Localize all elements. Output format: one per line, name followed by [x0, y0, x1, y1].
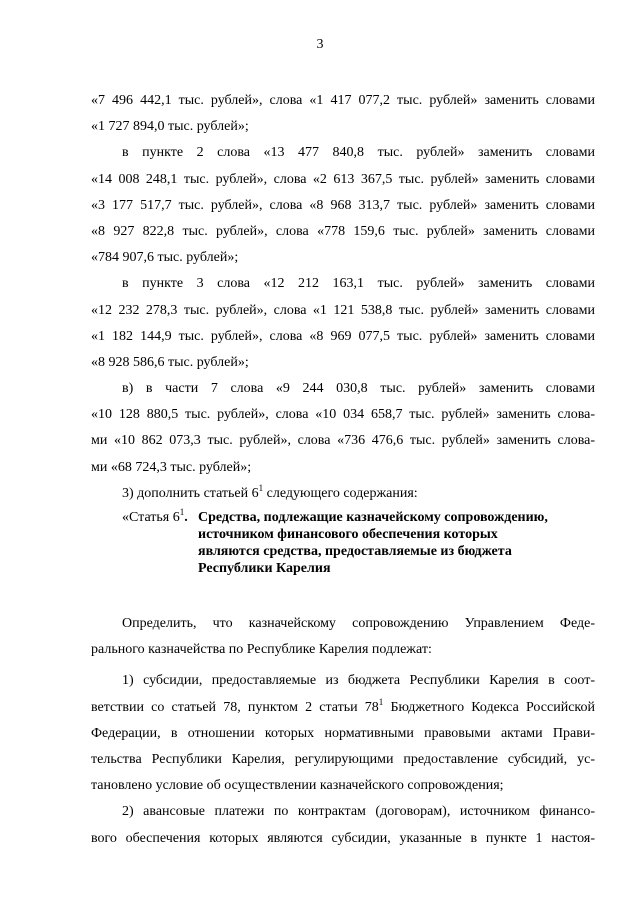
- paragraph: [91, 140, 595, 271]
- text-line: «1 727 894,0 тыс. рублей»;: [91, 119, 249, 135]
- article-lead: [122, 509, 188, 526]
- text-line: «7 496 442,1 тыс. рублей», слова «1 417 077,2 тыс. рублей» заменить словами: [91, 93, 595, 108]
- text-line: тельства Республики Карелия, регулирующими предоставление субсидий, ус-: [91, 751, 595, 767]
- paragraph: [91, 481, 595, 507]
- text-line: ми «68 724,3 тыс. рублей»;: [91, 459, 252, 475]
- text-line: «12 232 278,3 тыс. рублей», слова «1 121 538,8 тыс. рублей» заменить словами: [91, 302, 595, 318]
- text-line: «14 008 248,1 тыс. рублей», слова «2 613 367,5 тыс. рублей» заменить словами: [91, 171, 595, 187]
- paragraph: [91, 799, 595, 851]
- text-line: [91, 695, 595, 721]
- article-title-line: Республики Карелия: [198, 561, 331, 576]
- text-line: тановлено условие об осуществлении казначейского сопровождения;: [91, 778, 504, 794]
- paragraph: [91, 88, 595, 140]
- text-span: .: [184, 510, 188, 525]
- text-line: Определить, что казначейскому сопровождению Управлением Феде-: [122, 616, 595, 631]
- text-line: в пункте 2 слова «13 477 840,8 тыс. рублей» заменить словами: [122, 145, 595, 161]
- paragraph: [91, 271, 595, 376]
- text-line: в) в части 7 слова «9 244 030,8 тыс. рублей» заменить словами: [122, 381, 595, 397]
- text-span: следующего содержания:: [263, 485, 418, 501]
- text-line: рального казначейства по Республике Карелия подлежат:: [91, 642, 432, 658]
- text-span: «Статья 6: [122, 510, 180, 525]
- text-line: «8 927 822,8 тыс. рублей», слова «778 159,6 тыс. рублей» заменить словами: [91, 223, 595, 239]
- paragraph: [91, 376, 595, 481]
- superscript: 1: [258, 482, 264, 493]
- superscript: 1: [378, 696, 384, 707]
- text-line: ми «10 862 073,3 тыс. рублей», слова «736 476,6 тыс. рублей» заменить слова-: [91, 433, 595, 449]
- text-line: Федерации, в отношении которых нормативными правовыми актами Прави-: [91, 725, 595, 741]
- text-span: ветствии со статьей 78, пунктом 2 статьи 78: [91, 699, 379, 715]
- document-body: [91, 88, 595, 852]
- article-heading: [91, 507, 595, 611]
- text-line: «1 182 144,9 тыс. рублей», слова «8 969 077,5 тыс. рублей» заменить словами: [91, 328, 595, 344]
- text-line: 2) авансовые платежи по контрактам (договорам), источником финансо-: [122, 804, 595, 820]
- page-number: 3: [316, 37, 324, 52]
- paragraph: [91, 611, 595, 663]
- text-line: «3 177 517,7 тыс. рублей», слова «8 968 313,7 тыс. рублей» заменить словами: [91, 197, 595, 213]
- text-line: вого обеспечения которых являются субсидии, указанные в пункте 1 настоя-: [91, 830, 595, 846]
- paragraph: [91, 668, 595, 799]
- article-title-line: Средства, подлежащие казначейскому сопровождению,: [198, 510, 548, 525]
- text-line: «8 928 586,6 тыс. рублей»;: [91, 354, 249, 370]
- text-line: «784 907,6 тыс. рублей»;: [91, 250, 239, 266]
- text-span: 3) дополнить статьей 6: [122, 485, 259, 501]
- text-line: в пункте 3 слова «12 212 163,1 тыс. рублей» заменить словами: [122, 276, 595, 292]
- text-line: «10 128 880,5 тыс. рублей», слова «10 034 658,7 тыс. рублей» заменить слова-: [91, 407, 595, 423]
- superscript: 1: [179, 507, 185, 517]
- article-title-line: источником финансового обеспечения которых: [198, 527, 498, 542]
- text-span: Бюджетного Кодекса Российской: [383, 699, 595, 715]
- article-title-line: являются средства, предоставляемые из бюджета: [198, 544, 512, 559]
- text-line: 1) субсидии, предоставляемые из бюджета Республики Карелия в соот-: [122, 673, 595, 689]
